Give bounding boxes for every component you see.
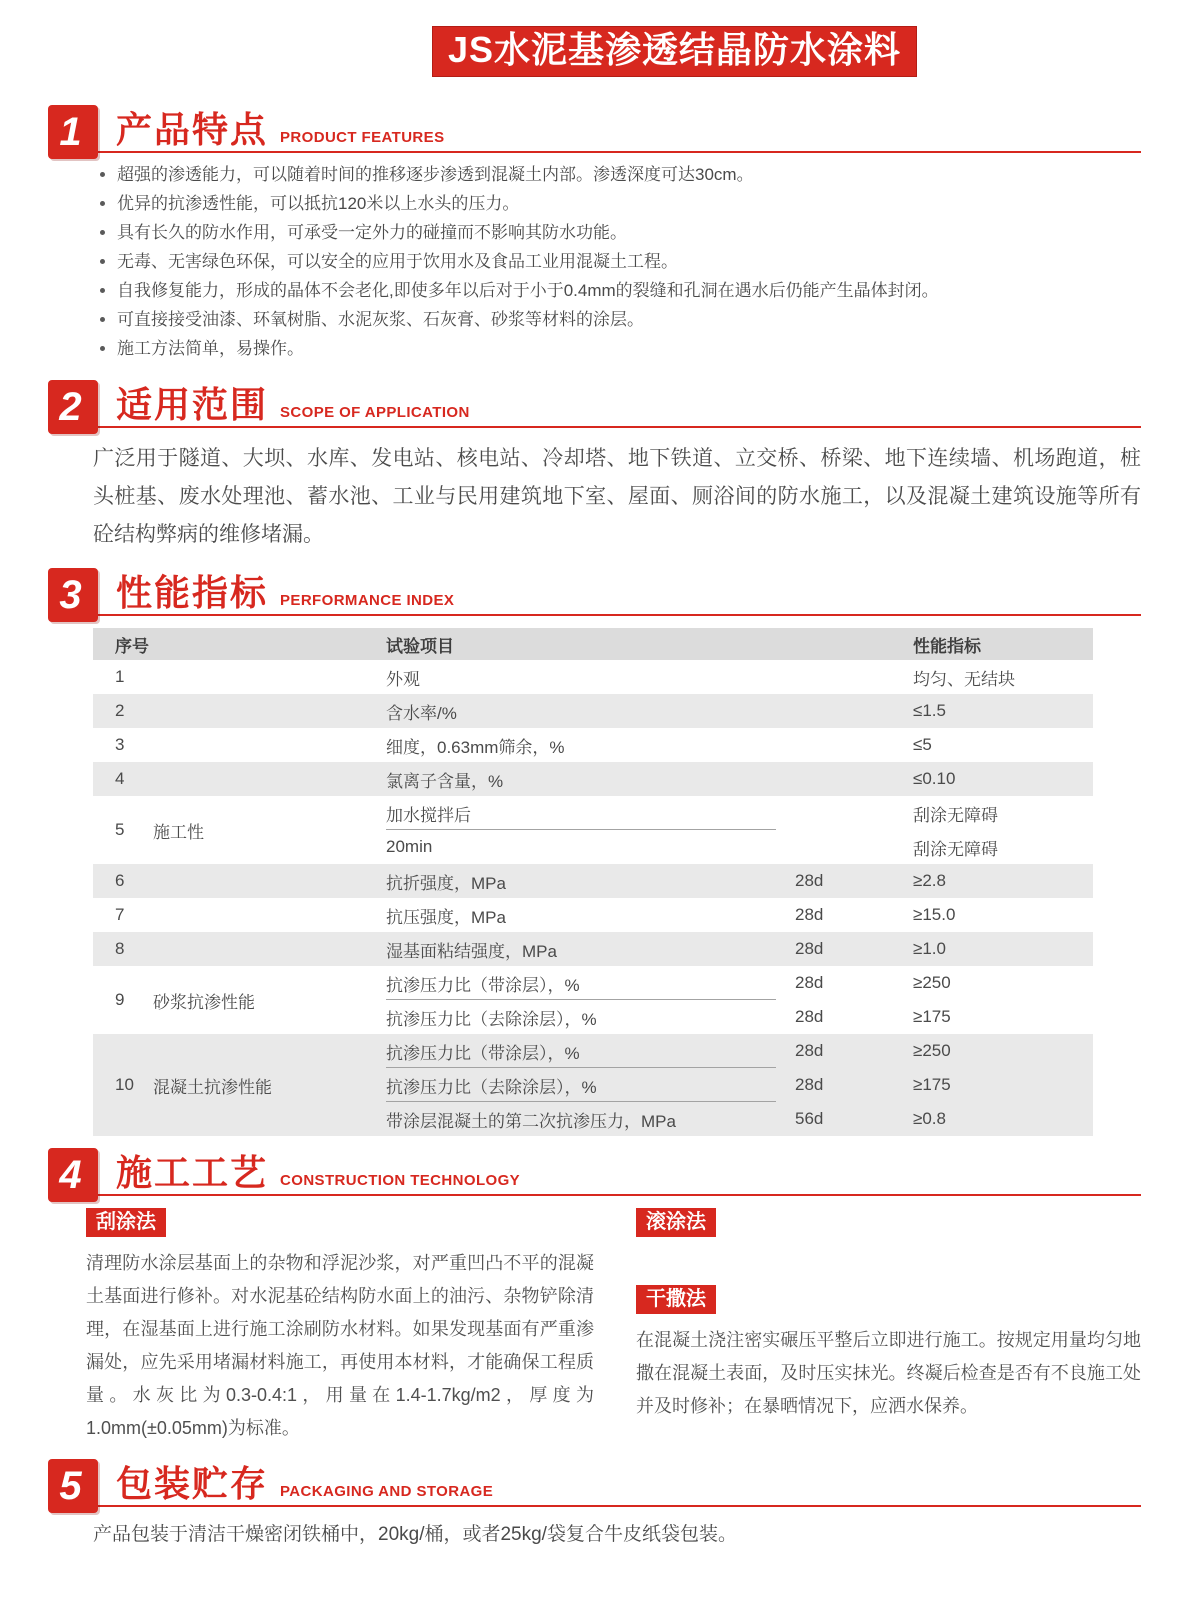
feature-text: 无毒、无害绿色环保，可以安全的应用于饮用水及食品工业用混凝土工程。 — [117, 252, 678, 271]
cell-items — [386, 1034, 1093, 1136]
section-packaging — [48, 1459, 1141, 1546]
test-item-row — [386, 1000, 1093, 1034]
cell-index: 均匀、无结块 — [913, 669, 1015, 689]
method-dry — [636, 1285, 1141, 1314]
section-title-performance: 性能指标 — [116, 572, 269, 613]
cell-age: 28d — [795, 1041, 824, 1060]
cell-category: 混凝土抗渗性能 — [153, 1077, 272, 1097]
cell-no: 7 — [115, 905, 125, 924]
cell-category: 施工性 — [153, 822, 204, 842]
cell-category: 砂浆抗渗性能 — [153, 992, 255, 1012]
cell-age: 28d — [795, 973, 824, 992]
section-subtitle-performance: PERFORMANCE INDEX — [280, 592, 455, 609]
feature-item — [100, 194, 1141, 213]
cell-items — [386, 762, 1093, 796]
cell-test-item: 湿基面粘结强度，MPa — [386, 941, 557, 961]
bullet-dot — [100, 201, 105, 206]
cell-items — [386, 932, 1093, 966]
test-item-row — [386, 830, 1093, 864]
test-item-row — [386, 1102, 1093, 1136]
cell-index: 刮涂无障碍 — [913, 839, 998, 859]
cell-index: ≥15.0 — [913, 905, 956, 924]
feature-item — [100, 252, 1141, 271]
header-index: 性能指标 — [913, 636, 981, 656]
section-title-features: 产品特点 — [116, 109, 269, 150]
cell-no: 9 — [115, 990, 125, 1009]
test-item-row — [386, 728, 1093, 762]
section-header-performance — [48, 568, 1141, 616]
scope-paragraph: 广泛用于隧道、大坝、水库、发电站、核电站、冷却塔、地下铁道、立交桥、桥梁、地下连续墙、机场跑道，桩头桩基、废水处理池、蓄水池、工业与民用建筑地下室、屋面、厕浴间的防水施工，以及混凝土建筑设施等所有砼结构弊病的维修堵漏。 — [93, 447, 1141, 546]
bullet-dot — [100, 259, 105, 264]
performance-table — [93, 628, 1093, 1136]
section-number-4: 4 — [48, 1148, 98, 1202]
test-item-row — [386, 932, 1093, 966]
section-title-scope: 适用范围 — [116, 384, 269, 425]
construction-right-column — [636, 1208, 1141, 1445]
cell-test-item: 抗渗压力比（带涂层），% — [386, 975, 580, 995]
cell-no: 4 — [115, 769, 125, 788]
cell-index: 刮涂无障碍 — [913, 805, 998, 825]
method-text-dry: 在混凝土浇注密实碾压平整后立即进行施工。按规定用量均匀地撒在混凝土表面，及时压实抹光。终凝后检查是否有不良施工处并及时修补；在暴晒情况下，应洒水保养。 — [636, 1330, 1141, 1416]
cell-age: 28d — [795, 1007, 824, 1026]
method-text-scrape: 清理防水涂层基面上的杂物和浮泥沙浆，对严重凹凸不平的混凝土基面进行修补。对水泥基砼结构防水面上的油污、杂物铲除清理，在湿基面上进行施工涂刷防水材料。如果发现基面有严重渗漏处，应先采用堵漏材料施工，再使用本材料，才能确保工程质量。水灰比为0.3-0.4:1，用量在1.4-1.7kg/m2，厚度为1.0mm(±0.05mm)为标准。 — [86, 1253, 594, 1438]
header-test-item: 试验项目 — [386, 636, 454, 656]
cell-test-item: 细度，0.63mm筛余，% — [386, 737, 565, 757]
feature-text: 施工方法简单，易操作。 — [117, 339, 304, 358]
cell-index: ≤1.5 — [913, 701, 946, 720]
cell-index: ≤0.10 — [913, 769, 956, 788]
cell-items — [386, 864, 1093, 898]
cell-index: ≥0.8 — [913, 1109, 946, 1128]
table-row — [93, 932, 1093, 966]
test-item-row — [386, 966, 1093, 1000]
cell-test-item: 抗折强度，MPa — [386, 873, 506, 893]
section-number-5: 5 — [48, 1459, 98, 1513]
cell-no: 6 — [115, 871, 125, 890]
table-row — [93, 898, 1093, 932]
cell-no: 3 — [115, 735, 125, 754]
section-scope — [48, 380, 1141, 554]
table-row — [93, 694, 1093, 728]
feature-list — [100, 165, 1141, 358]
section-subtitle-packaging: PACKAGING AND STORAGE — [280, 1483, 494, 1500]
cell-no: 5 — [115, 820, 125, 839]
cell-test-item: 加水搅拌后 — [386, 805, 471, 825]
section-header-scope — [48, 380, 1141, 428]
cell-index: ≥1.0 — [913, 939, 946, 958]
section-performance — [48, 568, 1141, 1136]
section-header-features — [48, 105, 1141, 153]
cell-index: ≥2.8 — [913, 871, 946, 890]
cell-age: 28d — [795, 871, 824, 890]
test-item-row — [386, 1068, 1093, 1102]
feature-text: 可直接接受油漆、环氧树脂、水泥灰浆、石灰膏、砂浆等材料的涂层。 — [117, 310, 644, 329]
cell-items — [386, 898, 1093, 932]
feature-text: 超强的渗透能力，可以随着时间的推移逐步渗透到混凝土内部。渗透深度可达30cm。 — [117, 165, 754, 184]
cell-index: ≥175 — [913, 1007, 951, 1026]
table-row — [93, 762, 1093, 796]
section-number-1: 1 — [48, 105, 98, 159]
bullet-dot — [100, 230, 105, 235]
bullet-dot — [100, 346, 105, 351]
cell-age: 28d — [795, 905, 824, 924]
bullet-dot — [100, 172, 105, 177]
packaging-paragraph: 产品包装于清洁干燥密闭铁桶中，20kg/桶，或者25kg/袋复合牛皮纸袋包装。 — [93, 1524, 737, 1545]
table-row — [93, 1034, 1093, 1136]
feature-text: 自我修复能力，形成的晶体不会老化,即使多年以后对于小于0.4mm的裂缝和孔洞在遇水后仍能产生晶体封闭。 — [117, 281, 939, 300]
test-item-row — [386, 660, 1093, 694]
cell-test-item: 含水率/% — [386, 703, 457, 723]
table-header-row — [93, 628, 1093, 660]
feature-text: 具有长久的防水作用，可承受一定外力的碰撞而不影响其防水功能。 — [117, 223, 627, 242]
section-header-packaging — [48, 1459, 1141, 1507]
section-number-2: 2 — [48, 380, 98, 434]
feature-item — [100, 223, 1141, 242]
header-no: 序号 — [115, 636, 149, 656]
section-header-construction — [48, 1148, 1141, 1196]
section-subtitle-features: PRODUCT FEATURES — [280, 129, 445, 146]
method-badge-dry: 干撒法 — [636, 1285, 716, 1314]
page-title: JS水泥基渗透结晶防水涂料 — [432, 26, 917, 77]
cell-items — [386, 966, 1093, 1034]
bullet-dot — [100, 288, 105, 293]
cell-index: ≥250 — [913, 973, 951, 992]
feature-item — [100, 165, 1141, 184]
cell-test-item: 氯离子含量，% — [386, 771, 504, 791]
table-row — [93, 796, 1093, 864]
cell-items — [386, 694, 1093, 728]
section-construction — [48, 1148, 1141, 1445]
header-items — [386, 628, 1093, 660]
construction-methods — [86, 1208, 1141, 1445]
cell-age: 28d — [795, 939, 824, 958]
section-title-construction: 施工工艺 — [116, 1152, 269, 1193]
table-row — [93, 660, 1093, 694]
test-item-row — [386, 1034, 1093, 1068]
header-item — [386, 628, 1093, 660]
cell-test-item: 外观 — [386, 669, 420, 689]
section-subtitle-scope: SCOPE OF APPLICATION — [280, 404, 470, 421]
cell-test-item: 20min — [386, 837, 433, 856]
method-roll — [636, 1208, 1141, 1237]
method-badge-roll: 滚涂法 — [636, 1208, 716, 1237]
cell-items — [386, 728, 1093, 762]
cell-items — [386, 660, 1093, 694]
table-row — [93, 864, 1093, 898]
feature-item — [100, 339, 1141, 358]
feature-item — [100, 310, 1141, 329]
cell-items — [386, 796, 1093, 864]
cell-no: 10 — [115, 1075, 134, 1094]
test-item-row — [386, 898, 1093, 932]
cell-age: 28d — [795, 1075, 824, 1094]
test-item-row — [386, 762, 1093, 796]
section-number-3: 3 — [48, 568, 98, 622]
test-item-row — [386, 796, 1093, 830]
feature-item — [100, 281, 1141, 300]
cell-age: 56d — [795, 1109, 824, 1128]
cell-no: 1 — [115, 667, 125, 686]
cell-test-item: 抗渗压力比（去除涂层），% — [386, 1077, 597, 1097]
cell-test-item: 抗渗压力比（去除涂层），% — [386, 1009, 597, 1029]
feature-text: 优异的抗渗透性能，可以抵抗120米以上水头的压力。 — [117, 194, 520, 213]
cell-test-item: 抗压强度，MPa — [386, 907, 506, 927]
construction-left-column — [86, 1208, 594, 1445]
method-badge-scrape: 刮涂法 — [86, 1208, 166, 1237]
cell-test-item: 带涂层混凝土的第二次抗渗压力，MPa — [386, 1111, 676, 1131]
cell-index: ≥250 — [913, 1041, 951, 1060]
cell-no: 8 — [115, 939, 125, 958]
section-features — [48, 105, 1141, 358]
table-row — [93, 728, 1093, 762]
cell-index: ≤5 — [913, 735, 932, 754]
section-title-packaging: 包装贮存 — [116, 1463, 269, 1504]
table-row — [93, 966, 1093, 1034]
cell-test-item: 抗渗压力比（带涂层），% — [386, 1043, 580, 1063]
section-subtitle-construction: CONSTRUCTION TECHNOLOGY — [280, 1172, 521, 1189]
cell-no: 2 — [115, 701, 125, 720]
test-item-row — [386, 864, 1093, 898]
bullet-dot — [100, 317, 105, 322]
test-item-row — [386, 694, 1093, 728]
method-scrape — [86, 1208, 594, 1237]
cell-index: ≥175 — [913, 1075, 951, 1094]
